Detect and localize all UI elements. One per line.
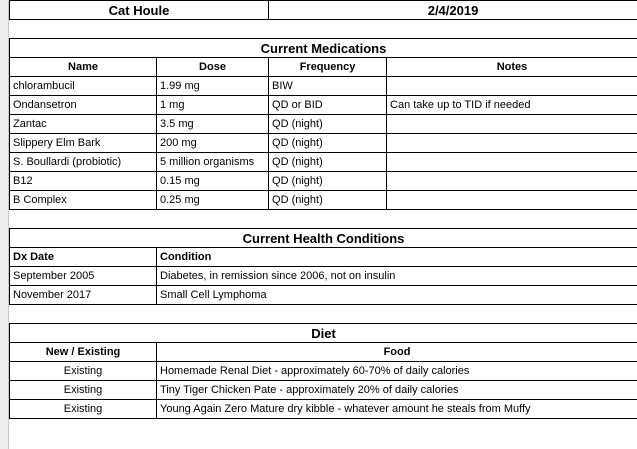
medication-row [10, 115, 637, 134]
sheet-date[interactable]: 2/4/2019 [269, 1, 637, 20]
med-frequency-cell[interactable]: QD (night) [269, 153, 387, 172]
col-header-notes: Notes [387, 58, 637, 77]
col-header-dose: Dose [157, 58, 269, 77]
med-dose-cell[interactable]: 0.15 mg [157, 172, 269, 191]
med-frequency-cell[interactable]: QD or BID [269, 96, 387, 115]
condition-row [10, 286, 637, 305]
spacer-row [10, 419, 637, 438]
col-header-dx-date: Dx Date [10, 248, 157, 267]
med-frequency-cell[interactable]: QD (night) [269, 191, 387, 210]
diet-status-cell[interactable]: Existing [10, 362, 157, 381]
condition-cell[interactable]: Diabetes, in remission since 2006, not on insulin [157, 267, 637, 286]
med-notes-cell[interactable] [387, 77, 637, 96]
cat-name[interactable]: Cat Houle [10, 1, 269, 20]
diet-status-cell[interactable]: Existing [10, 381, 157, 400]
med-dose-cell[interactable]: 1.99 mg [157, 77, 269, 96]
spacer-row [10, 305, 637, 324]
med-name-cell[interactable]: chlorambucil [10, 77, 157, 96]
medication-row [10, 134, 637, 153]
med-name-cell[interactable]: Ondansetron [10, 96, 157, 115]
diet-header-row [10, 343, 637, 362]
diet-title-row [10, 324, 637, 343]
medications-header-row [10, 58, 637, 77]
med-name-cell[interactable]: B12 [10, 172, 157, 191]
conditions-header-row [10, 248, 637, 267]
diet-row [10, 381, 637, 400]
spacer-row [10, 20, 637, 39]
medication-row [10, 191, 637, 210]
med-notes-cell[interactable] [387, 153, 637, 172]
med-dose-cell[interactable]: 3.5 mg [157, 115, 269, 134]
col-header-condition: Condition [157, 248, 637, 267]
spacer-row [10, 210, 637, 229]
diet-row [10, 400, 637, 419]
medications-title: Current Medications [10, 39, 637, 58]
medication-row [10, 153, 637, 172]
header-row [10, 1, 637, 20]
med-dose-cell[interactable]: 200 mg [157, 134, 269, 153]
med-notes-cell[interactable] [387, 115, 637, 134]
conditions-title: Current Health Conditions [10, 229, 637, 248]
diet-row [10, 362, 637, 381]
med-frequency-cell[interactable]: BIW [269, 77, 387, 96]
diet-status-cell[interactable]: Existing [10, 400, 157, 419]
diet-food-cell[interactable]: Homemade Renal Diet - approximately 60-70% of daily calories [157, 362, 637, 381]
med-name-cell[interactable]: S. Boullardi (probiotic) [10, 153, 157, 172]
diet-food-cell[interactable]: Tiny Tiger Chicken Pate - approximately 20% of daily calories [157, 381, 637, 400]
col-header-frequency: Frequency [269, 58, 387, 77]
med-name-cell[interactable]: Slippery Elm Bark [10, 134, 157, 153]
med-frequency-cell[interactable]: QD (night) [269, 134, 387, 153]
med-name-cell[interactable]: Zantac [10, 115, 157, 134]
med-name-cell[interactable]: B Complex [10, 191, 157, 210]
medication-row [10, 77, 637, 96]
med-frequency-cell[interactable]: QD (night) [269, 172, 387, 191]
med-dose-cell[interactable]: 1 mg [157, 96, 269, 115]
med-notes-cell[interactable]: Can take up to TID if needed [387, 96, 637, 115]
med-dose-cell[interactable]: 0.25 mg [157, 191, 269, 210]
condition-cell[interactable]: Small Cell Lymphoma [157, 286, 637, 305]
med-dose-cell[interactable]: 5 million organisms [157, 153, 269, 172]
med-notes-cell[interactable] [387, 191, 637, 210]
diet-title: Diet [10, 324, 637, 343]
col-header-food: Food [157, 343, 637, 362]
med-notes-cell[interactable] [387, 134, 637, 153]
dx-date-cell[interactable]: September 2005 [10, 267, 157, 286]
conditions-title-row [10, 229, 637, 248]
col-header-new-existing: New / Existing [10, 343, 157, 362]
med-notes-cell[interactable] [387, 172, 637, 191]
condition-row [10, 267, 637, 286]
medication-row [10, 172, 637, 191]
med-frequency-cell[interactable]: QD (night) [269, 115, 387, 134]
diet-food-cell[interactable]: Young Again Zero Mature dry kibble - whatever amount he steals from Muffy [157, 400, 637, 419]
dx-date-cell[interactable]: November 2017 [10, 286, 157, 305]
medications-title-row [10, 39, 637, 58]
medication-row [10, 96, 637, 115]
row-gutter [0, 0, 9, 449]
col-header-name: Name [10, 58, 157, 77]
cat-health-sheet [9, 0, 637, 438]
